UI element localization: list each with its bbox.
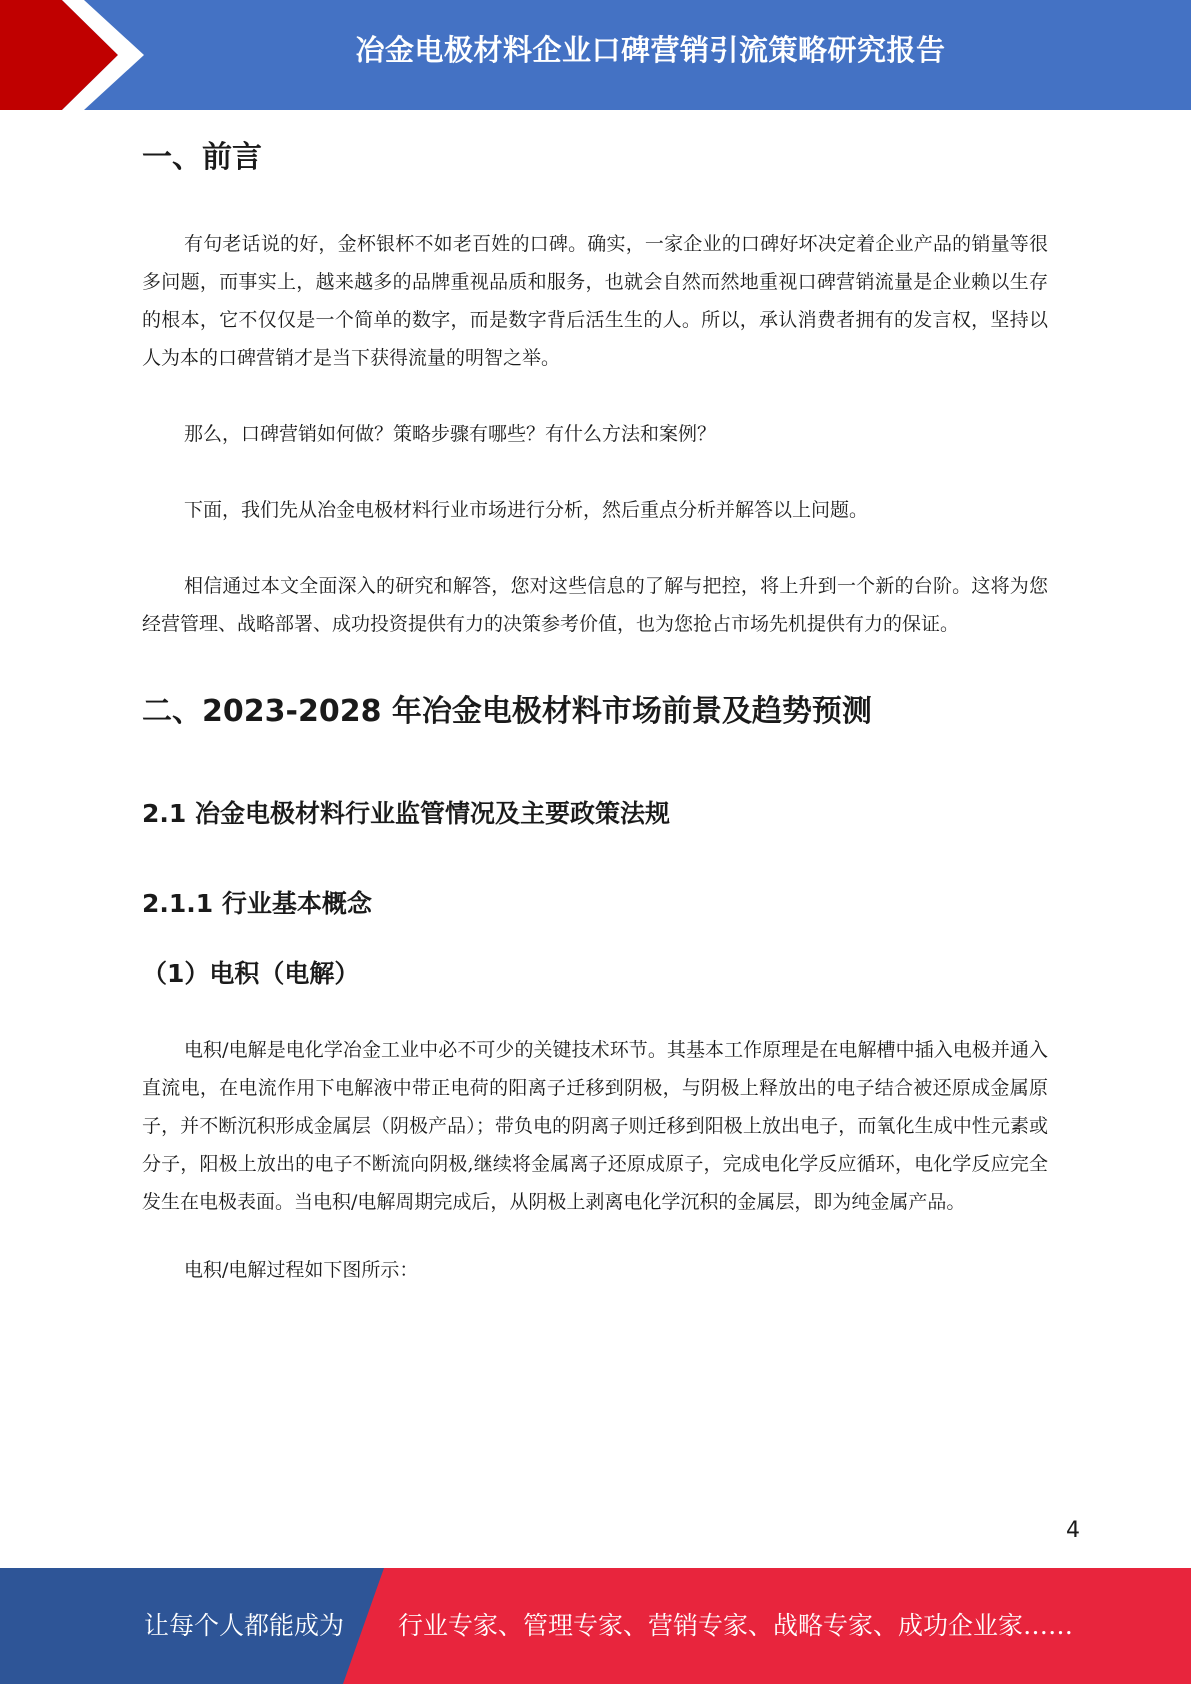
subsection-title-basic-concepts: 2.1.1 行业基本概念 <box>142 889 372 918</box>
subsection-title-electrowinning: （1）电积（电解） <box>142 959 360 988</box>
document-title: 冶金电极材料企业口碑营销引流策略研究报告 <box>355 33 946 67</box>
footer-slogan-left: 让每个人都能成为 <box>144 1611 345 1640</box>
paragraph: 那么，口碑营销如何做？策略步骤有哪些？有什么方法和案例？ <box>184 423 717 445</box>
paragraph: 电积/电解是电化学冶金工业中必不可少的关键技术环节。其基本工作原理是在电解槽中插入电极并通入直流电，在电流作用下电解液中带正电荷的阳离子迁移到阴极，与阴极上释放出的电子结合被还原成金属原子，并不断沉积形成金属层（阴极产品）；带负电的阴离子则迁移到阳极上放出电子，而氧化生成中性元素或分子，阳极上放出的电子不断流向阴极,继续将金属离子还原成原子，完成电化学反应循环，电化学反应完全发生在电极表面。当电积/电解周期完成后，从阴极上剥离电化学沉积的金属层，即为纯金属产品。 <box>142 1039 1048 1213</box>
section-title-preface: 一、前言 <box>142 140 262 175</box>
page-number: 4 <box>1066 1518 1080 1543</box>
paragraph: 相信通过本文全面深入的研究和解答，您对这些信息的了解与把控，将上升到一个新的台阶。这将为您经营管理、战略部署、成功投资提供有力的决策参考价值，也为您抢占市场先机提供有力的保证。 <box>142 575 1048 635</box>
footer-slogan-right: 行业专家、管理专家、营销专家、战略专家、成功企业家…… <box>398 1611 1074 1640</box>
main-content <box>142 112 1048 1289</box>
paragraph: 下面，我们先从冶金电极材料行业市场进行分析，然后重点分析并解答以上问题。 <box>184 499 869 521</box>
paragraph: 电积/电解过程如下图所示： <box>184 1259 419 1281</box>
section-title-market-outlook: 二、2023-2028 年冶金电极材料市场前景及趋势预测 <box>142 694 872 729</box>
header-bar <box>0 0 1191 110</box>
subsection-title-regulation: 2.1 冶金电极材料行业监管情况及主要政策法规 <box>142 799 670 828</box>
paragraph: 有句老话说的好，金杯银杯不如老百姓的口碑。确实，一家企业的口碑好坏决定着企业产品的销量等很多问题，而事实上，越来越多的品牌重视品质和服务，也就会自然而然地重视口碑营销流量是企业赖以生存的根本，它不仅仅是一个简单的数字，而是数字背后活生生的人。所以，承认消费者拥有的发言权，坚持以人为本的口碑营销才是当下获得流量的明智之举。 <box>142 233 1048 369</box>
footer-banner <box>0 1568 1191 1684</box>
